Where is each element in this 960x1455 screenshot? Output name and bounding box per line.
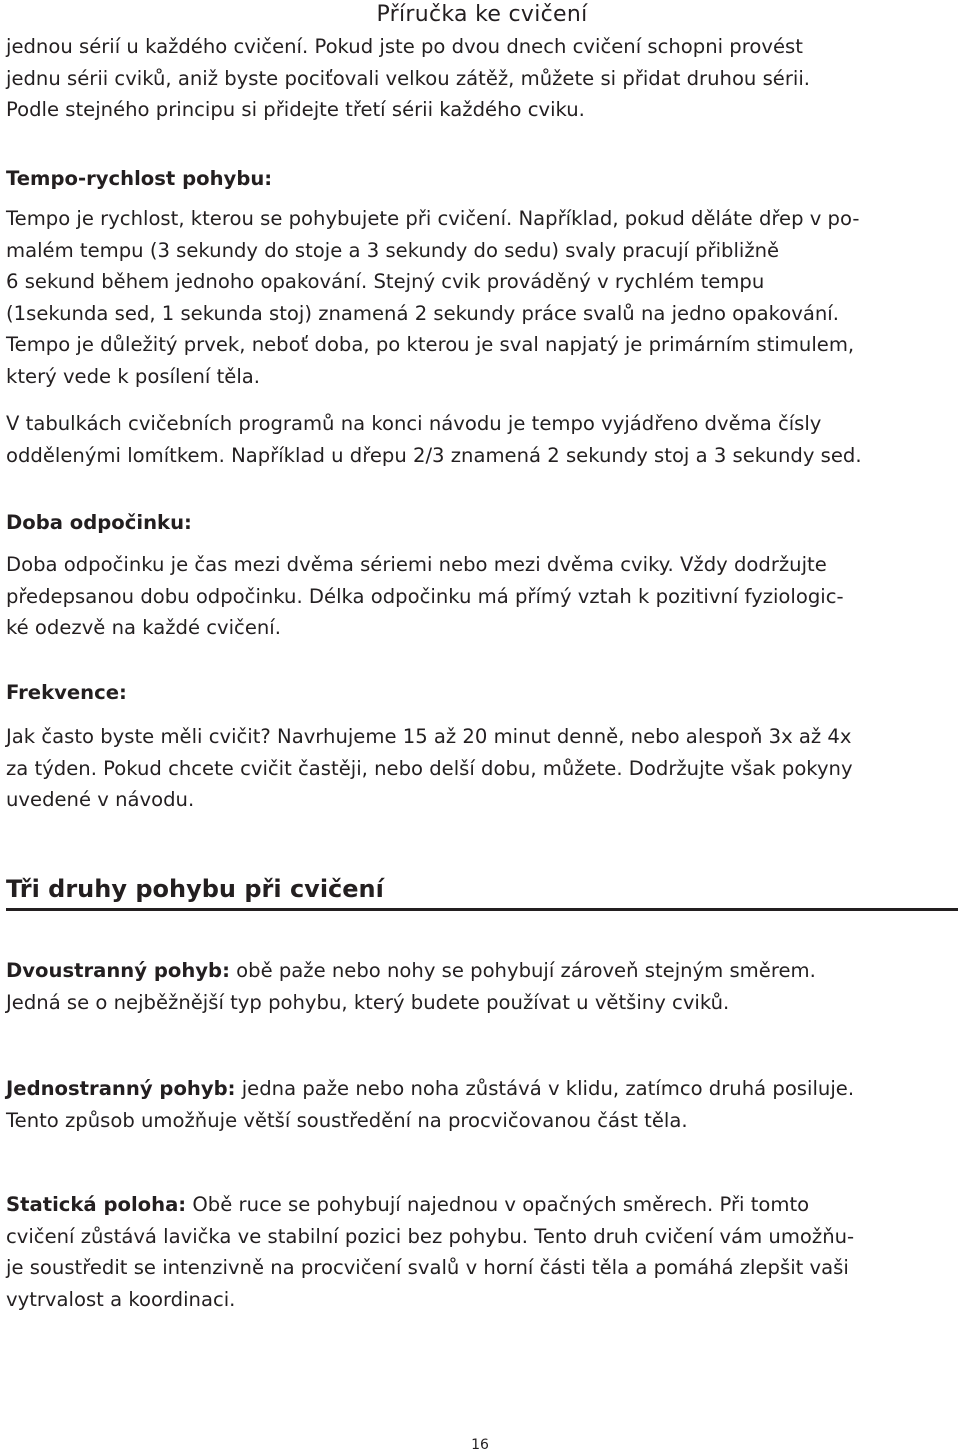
text-line: Jedná se o nejběžnější typ pohybu, který budete používat u většiny cviků.: [6, 990, 730, 1014]
bilateral-paragraph: [6, 955, 956, 1018]
bilateral-definition: obě paže nebo nohy se pohybují zároveň stejným směrem.: [229, 959, 816, 982]
text-line: 6 sekund během jednoho opakování. Stejný cvik prováděný v rychlém tempu: [6, 270, 765, 293]
static-paragraph: [6, 1189, 956, 1315]
text-line: předepsanou dobu odpočinku. Délka odpočinku má přímý vztah k pozitivní fyziologic-: [6, 584, 844, 608]
text-line: je soustředit se intenzivně na procvičení svalů v horní části těla a pomáhá zlepšit vaši: [6, 1256, 849, 1279]
text-line: [6, 1073, 956, 1105]
static-term: Statická poloha:: [6, 1193, 187, 1216]
text-line: (1sekunda sed, 1 sekunda stoj) znamená 2 sekundy práce svalů na jedno opakování.: [6, 301, 839, 325]
text-line: V tabulkách cvičebních programů na konci návodu je tempo vyjádřeno dvěma čísly: [6, 412, 822, 435]
rest-paragraph: [6, 549, 956, 644]
intro-paragraph: [6, 31, 956, 126]
bilateral-term: Dvoustranný pohyb:: [6, 959, 230, 982]
static-definition: Obě ruce se pohybují najednou v opačných směrech. Při tomto: [186, 1193, 810, 1216]
text-line: Podle stejného principu si přidejte třetí sérii každého cviku.: [6, 98, 585, 121]
text-line: Tempo je důležitý prvek, neboť doba, po kterou je sval napjatý je primárním stimulem,: [6, 333, 855, 356]
rest-heading: Doba odpočinku:: [6, 511, 192, 534]
text-line: Jak často byste měli cvičit? Navrhujeme 15 až 20 minut denně, nebo alespoň 3x až 4x: [6, 725, 852, 748]
frequency-heading: Frekvence:: [6, 681, 127, 704]
page-number: 16: [471, 1437, 489, 1453]
text-line: za týden. Pokud chcete cvičit častěji, nebo delší dobu, můžete. Dodržujte však pokyny: [6, 756, 853, 780]
text-line: Doba odpočinku je čas mezi dvěma sériemi nebo mezi dvěma cviky. Vždy dodržujte: [6, 553, 827, 576]
movements-section-heading: Tři druhy pohybu při cvičení: [6, 872, 958, 911]
text-line: jednou sérií u každého cvičení. Pokud jste po dvou dnech cvičení schopni provést: [6, 35, 803, 58]
tempo-table-paragraph: [6, 408, 956, 471]
text-line: uvedené v návodu.: [6, 788, 195, 811]
frequency-paragraph: [6, 721, 956, 816]
text-line: Tempo je rychlost, kterou se pohybujete při cvičení. Například, pokud děláte dřep v po-: [6, 207, 860, 230]
text-line: vytrvalost a koordinaci.: [6, 1287, 236, 1311]
running-header-title: Příručka ke cvičení: [376, 2, 588, 27]
text-line: oddělenými lomítkem. Například u dřepu 2/3 znamená 2 sekundy stoj a 3 sekundy sed.: [6, 443, 862, 467]
tempo-heading: Tempo-rychlost pohybu:: [6, 167, 273, 190]
text-line: ké odezvě na každé cvičení.: [6, 616, 281, 639]
text-line: [6, 1189, 956, 1221]
text-line: který vede k posílení těla.: [6, 364, 260, 388]
text-line: cvičení zůstává lavička ve stabilní pozici bez pohybu. Tento druh cvičení vám umožňu-: [6, 1224, 855, 1248]
tempo-paragraph: [6, 203, 956, 392]
unilateral-term: Jednostranný pohyb:: [6, 1077, 236, 1100]
unilateral-paragraph: [6, 1073, 956, 1136]
text-line: malém tempu (3 sekundy do stoje a 3 sekundy do sedu) svaly pracují přibližně: [6, 238, 780, 262]
text-line: jednu sérii cviků, aniž byste pociťovali velkou zátěž, můžete si přidat druhou sérii.: [6, 66, 811, 90]
unilateral-definition: jedna paže nebo noha zůstává v klidu, zatímco druhá posiluje.: [235, 1077, 855, 1100]
text-line: [6, 955, 956, 987]
text-line: Tento způsob umožňuje větší soustředění na procvičovanou část těla.: [6, 1108, 688, 1132]
running-header: [0, 0, 960, 30]
